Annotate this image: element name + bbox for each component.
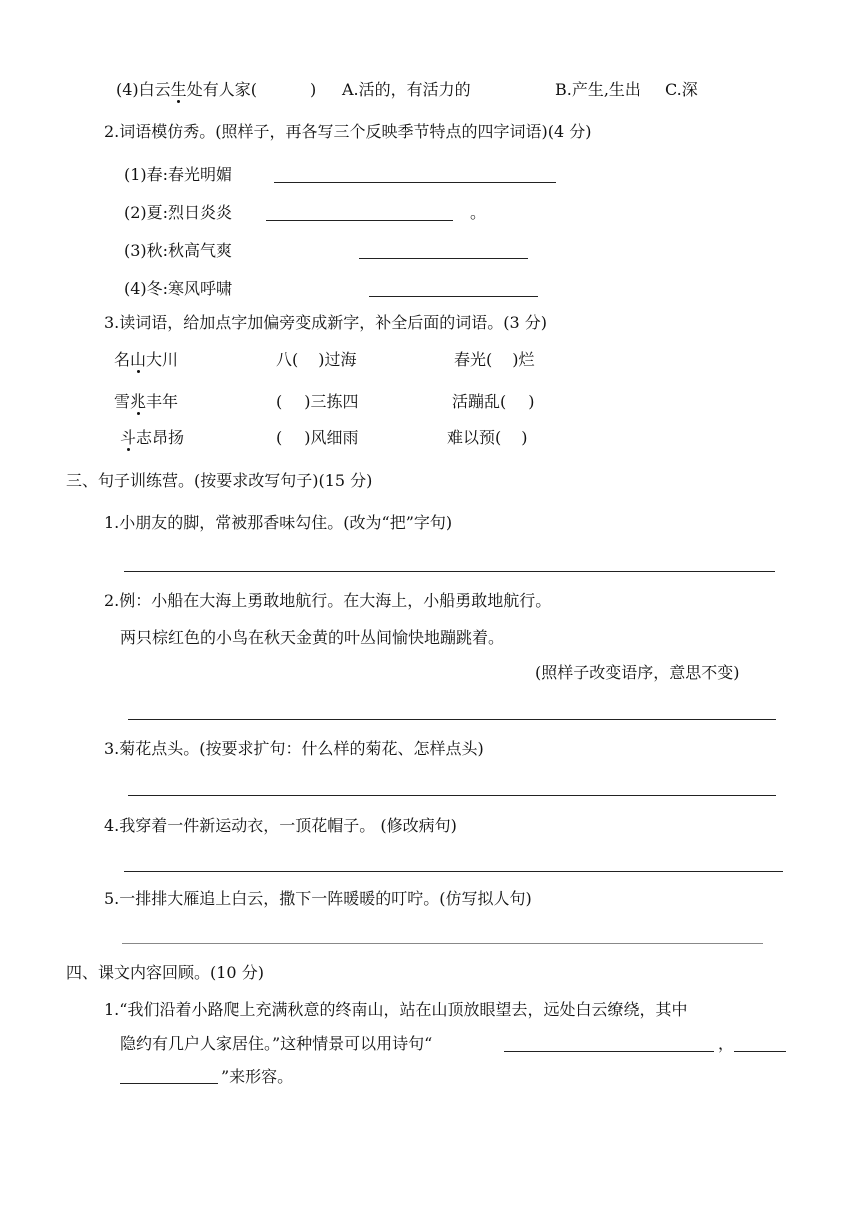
q3-word-1-1: 名山大川 — [114, 350, 179, 369]
dotted-char: 斗 — [120, 428, 137, 447]
answer-blank-poem-1[interactable] — [504, 1051, 714, 1052]
dotted-char: 生 — [170, 80, 187, 99]
q3-word-2-2: ( )三拣四 — [276, 392, 359, 411]
q4-option-c: C.深 — [665, 80, 698, 99]
answer-line-s3-q5[interactable] — [122, 943, 763, 944]
s4-q1-line-1: 1.“我们沿着小路爬上充满秋意的终南山，站在山顶放眼望去，远处白云缭绕，其中 — [104, 1000, 688, 1019]
answer-blank-3[interactable] — [359, 258, 528, 259]
q2-item-3: (3)秋:秋高气爽 — [124, 241, 233, 260]
s3-q1: 1.小朋友的脚，常被那香味勾住。(改为“把”字句) — [104, 513, 453, 532]
q3-word-2-1: 雪兆丰年 — [114, 392, 179, 411]
dotted-char: 兆 — [130, 392, 147, 411]
q3-word-3-3: 难以预( ) — [447, 428, 528, 447]
s3-q3: 3.菊花点头。(按要求扩句：什么样的菊花、怎样点头) — [104, 739, 484, 758]
section-3-heading: 三、句子训练营。(按要求改写句子)(15 分) — [66, 471, 373, 490]
answer-blank-poem-2a[interactable] — [734, 1051, 786, 1052]
q3-word-3-2: ( )风细雨 — [276, 428, 359, 447]
q3-title: 3.读词语，给加点字加偏旁变成新字，补全后面的词语。(3 分) — [104, 313, 548, 332]
s3-q5: 5.一排排大雁追上白云，撒下一阵暖暖的叮咛。(仿写拟人句) — [104, 889, 532, 908]
q4-option-b: B.产生,生出 — [555, 80, 641, 99]
s4-q1-line-2: 隐约有几户人家居住。”这种情景可以用诗句“ — [120, 1034, 433, 1053]
q3-word-2-3: 活蹦乱( ) — [452, 392, 535, 411]
q3-word-3-1: 斗志昂扬 — [120, 428, 185, 447]
answer-line-s3-q4[interactable] — [124, 871, 783, 872]
s3-q2-note: (照样子改变语序，意思不变) — [535, 663, 740, 682]
answer-line-s3-q2[interactable] — [128, 719, 776, 720]
q4-option-a: A.活的，有活力的 — [342, 80, 471, 99]
answer-blank-poem-2b[interactable] — [120, 1083, 218, 1084]
dotted-char: 山 — [130, 350, 147, 369]
q4-paren-close: ) — [310, 80, 317, 99]
answer-line-s3-q3[interactable] — [128, 795, 776, 796]
s3-q4: 4.我穿着一件新运动衣，一顶花帽子。 (修改病句) — [104, 816, 457, 835]
q4-item: (4)白云生处有人家( — [116, 80, 257, 99]
section-4-heading: 四、课文内容回顾。(10 分) — [66, 963, 264, 982]
q2-item-2-tail: 。 — [470, 203, 487, 222]
q2-item-1: (1)春:春光明媚 — [124, 165, 233, 184]
answer-line-s3-q1[interactable] — [124, 571, 775, 572]
q2-item-4: (4)冬:寒风呼啸 — [124, 279, 233, 298]
q2-title: 2.词语模仿秀。(照样子，再各写三个反映季节特点的四字词语)(4 分) — [104, 122, 592, 141]
q3-word-1-2: 八( )过海 — [276, 350, 357, 369]
s3-q2-sentence: 两只棕红色的小鸟在秋天金黄的叶丛间愉快地蹦跳着。 — [120, 628, 505, 647]
s4-q1-line-3: ”来形容。 — [221, 1067, 294, 1086]
q3-word-1-3: 春光( )烂 — [454, 350, 535, 369]
answer-blank-1[interactable] — [274, 182, 556, 183]
answer-blank-4[interactable] — [369, 296, 538, 297]
s3-q2-example: 2.例：小船在大海上勇敢地航行。在大海上，小船勇敢地航行。 — [104, 591, 552, 610]
answer-blank-2[interactable] — [266, 220, 453, 221]
s4-q1-comma: ， — [718, 1034, 735, 1053]
q2-item-2: (2)夏:烈日炎炎 — [124, 203, 233, 222]
